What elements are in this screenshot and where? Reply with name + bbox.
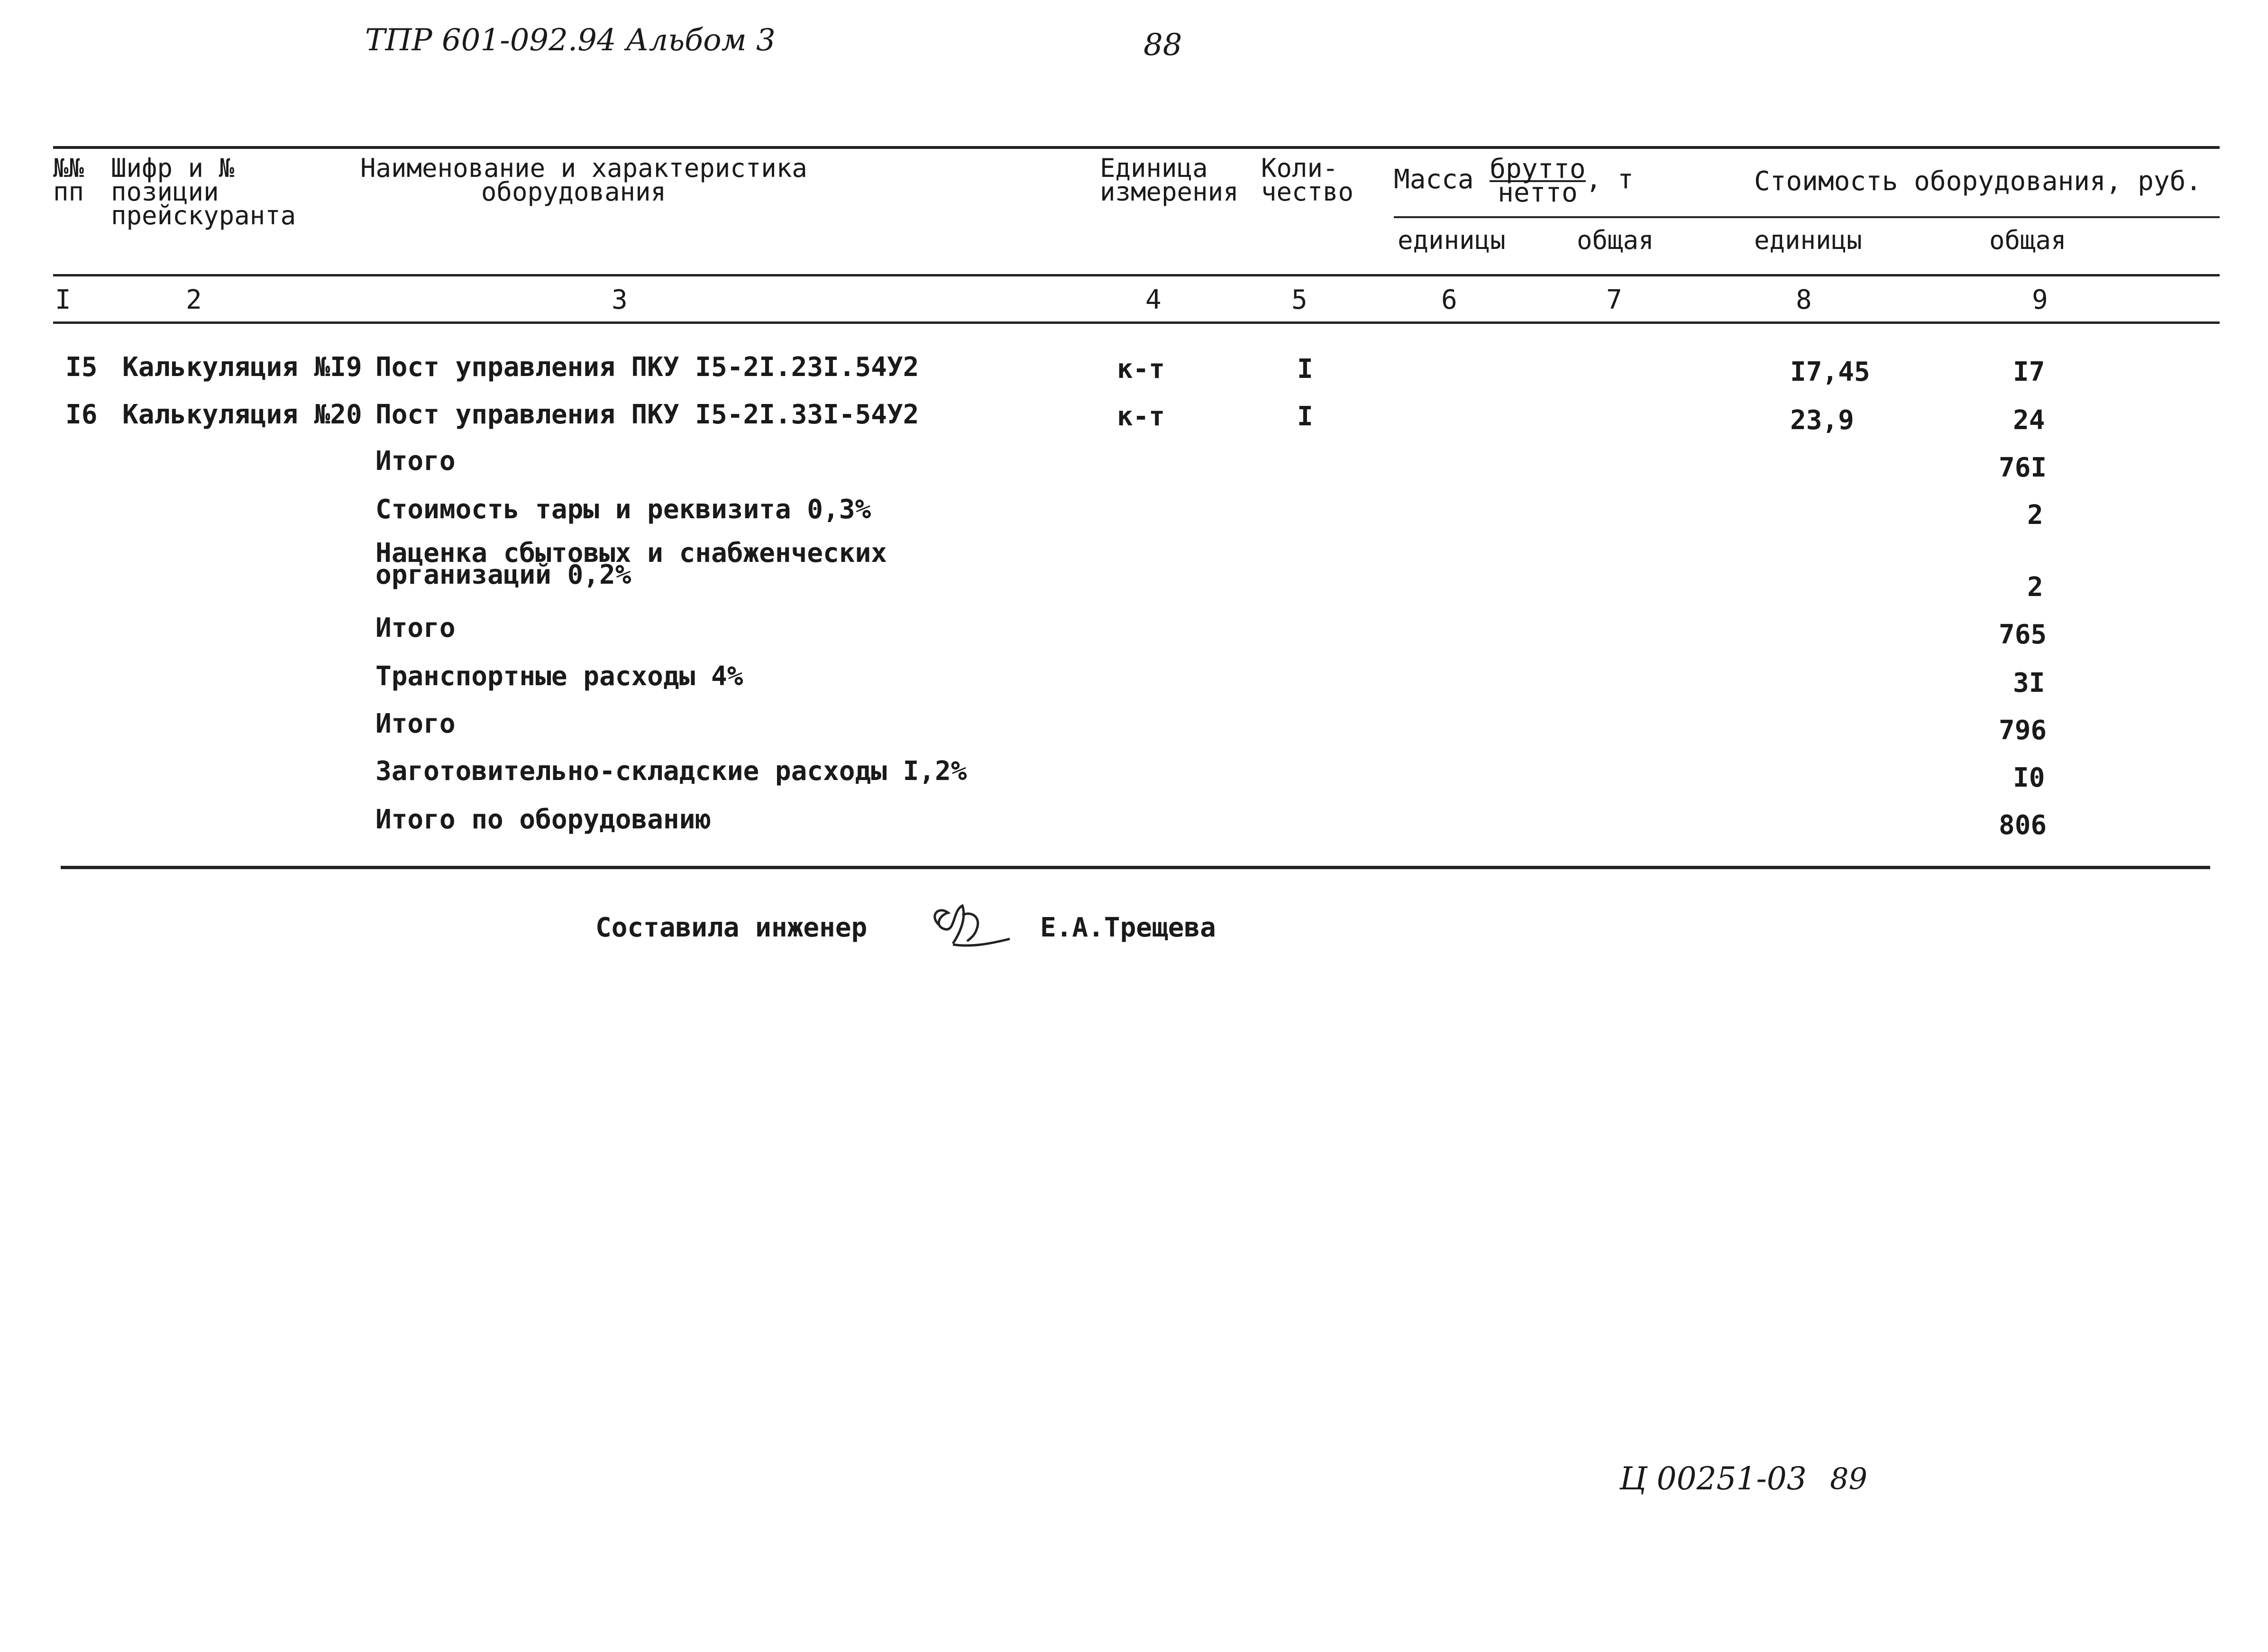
grand-total-label: Итого по оборудованию <box>375 804 712 835</box>
header-cost-total: общая <box>1989 225 2067 255</box>
header-qty: Коли- чество <box>1261 153 1354 207</box>
row-16-name: Пост управления ПКУ I5-2I.33I-54У2 <box>375 399 919 430</box>
row-16-cost-total: 24 <box>2013 405 2045 436</box>
mass-fraction: $\frac{\text{брутто}}{\text{нетто}}$ <box>1490 154 1586 208</box>
packaging-label: Стоимость тары и реквизита 0,3% <box>375 494 871 525</box>
table-bottom-rule <box>61 866 2210 869</box>
row-15-code: Калькуляция №I9 <box>122 352 362 383</box>
header-bottom-rule <box>53 274 2220 276</box>
header-mass-unit: единицы <box>1398 225 1506 255</box>
page-number: 88 <box>1143 28 1182 63</box>
warehouse-value: I0 <box>2013 762 2045 793</box>
subtotal-3-value: 796 <box>1999 715 2047 746</box>
header-code: Шифр и № позиции прейскуранта <box>111 153 296 230</box>
subtotal-2-value: 765 <box>1999 619 2047 650</box>
transport-label: Транспортные расходы 4% <box>375 661 743 692</box>
row-15-name: Пост управления ПКУ I5-2I.23I.54У2 <box>375 352 919 383</box>
colnum-3: 3 <box>612 285 628 315</box>
header-name: Наименование и характеристика оборудования <box>360 153 807 207</box>
row-15-qty: I <box>1297 354 1313 385</box>
transport-value: 3I <box>2013 668 2045 698</box>
colnum-1: I <box>55 285 71 315</box>
packaging-value: 2 <box>2027 500 2043 531</box>
header-mass-total: общая <box>1577 225 1654 255</box>
subtotal-3-label: Итого <box>375 708 456 739</box>
footer-code: Ц 00251-03 <box>1619 1460 1807 1497</box>
colnum-4: 4 <box>1145 285 1161 315</box>
colnum-5: 5 <box>1291 285 1308 315</box>
header-no: №№ пп <box>53 153 84 207</box>
engineer-name: Е.А.Трещева <box>1040 912 1216 943</box>
row-16-unit: к-т <box>1117 401 1165 432</box>
row-16-no: I6 <box>65 399 98 430</box>
colnum-bottom-rule <box>53 321 2220 324</box>
colnum-6: 6 <box>1441 285 1457 315</box>
warehouse-label: Заготовительно-складские расходы I,2% <box>375 756 967 787</box>
signature-mark <box>920 891 1015 953</box>
header-cost: Стоимость оборудования, руб. <box>1754 166 2202 197</box>
row-16-code: Калькуляция №20 <box>122 399 362 430</box>
row-15-no: I5 <box>65 352 98 383</box>
markup-label: Наценка сбытовых и снабженческих организаций 0,2% <box>375 538 887 590</box>
footer-page: 89 <box>1830 1461 1867 1496</box>
markup-value: 2 <box>2027 572 2043 603</box>
header-subrule <box>1394 216 2220 218</box>
colnum-8: 8 <box>1796 285 1812 315</box>
compiled-by-label: Составила инженер <box>595 912 868 943</box>
row-15-unit: к-т <box>1117 354 1165 385</box>
colnum-2: 2 <box>186 285 202 315</box>
grand-total-value: 806 <box>1999 810 2047 841</box>
colnum-9: 9 <box>2032 285 2048 315</box>
document-reference: ТПР 601-092.94 Альбом 3 <box>365 23 776 58</box>
header-cost-unit: единицы <box>1754 225 1862 255</box>
colnum-7: 7 <box>1606 285 1622 315</box>
subtotal-1-label: Итого <box>375 446 456 477</box>
row-15-cost-unit: I7,45 <box>1790 357 1870 387</box>
subtotal-1-value: 76I <box>1999 452 2047 483</box>
row-16-qty: I <box>1297 401 1313 432</box>
table-top-rule <box>53 146 2220 149</box>
row-16-cost-unit: 23,9 <box>1790 405 1854 436</box>
header-mass: Масса $\frac{\text{брутто}}{\text{нетто}}$, т <box>1394 154 1634 208</box>
subtotal-2-label: Итого <box>375 613 456 643</box>
header-unit: Единица измерения <box>1100 153 1239 207</box>
row-15-cost-total: I7 <box>2013 357 2045 387</box>
